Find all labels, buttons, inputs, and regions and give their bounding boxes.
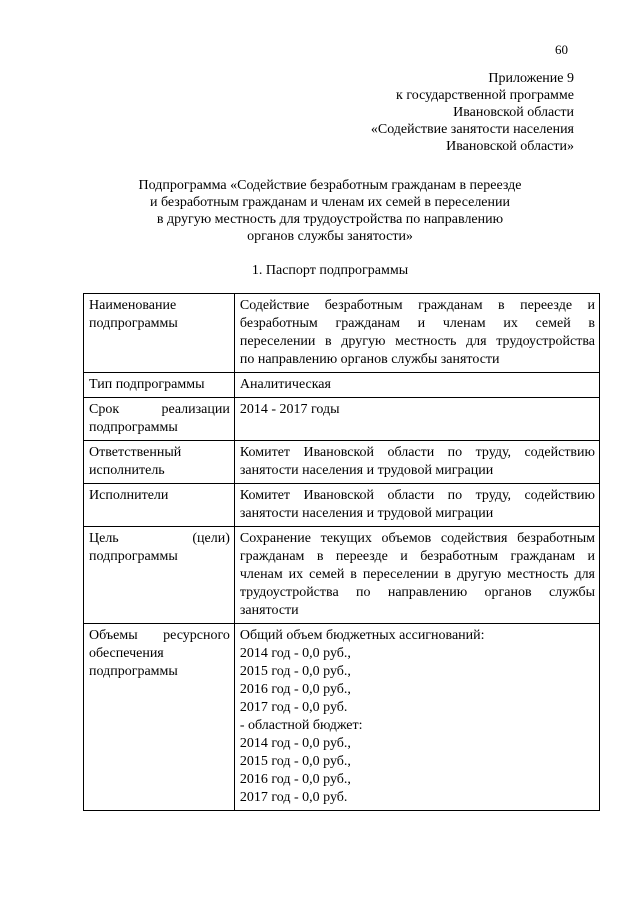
value-line: трудоустройства по направлению органов службы xyxy=(239,585,595,600)
value-line: Сохранение текущих объемов содействия безработным xyxy=(239,531,595,546)
row-label xyxy=(84,527,235,624)
row-label xyxy=(84,484,235,527)
title-line: и безработным гражданам и членам их семей в переселении xyxy=(149,195,510,210)
table-row xyxy=(84,398,600,441)
value-line: 2014 год - 0,0 руб., xyxy=(239,736,351,751)
label-line: подпрограммы xyxy=(89,549,178,564)
value-line: занятости населения и трудовой миграции xyxy=(239,506,494,521)
label-line: Наименование xyxy=(89,298,177,313)
label-line: подпрограммы xyxy=(89,420,178,435)
value-line: Комитет Ивановской области по труду, содействию xyxy=(239,488,595,503)
title-line: органов службы занятости» xyxy=(247,229,413,244)
appendix-line: Ивановской области xyxy=(453,105,574,120)
label-line: обеспечения xyxy=(89,646,164,661)
section-heading: 1. Паспорт подпрограммы xyxy=(251,263,409,278)
label-line: Ответственный xyxy=(89,445,182,460)
label-line: Исполнители xyxy=(89,488,169,503)
value-line: занятости населения и трудовой миграции xyxy=(239,463,494,478)
value-line: 2016 год - 0,0 руб., xyxy=(239,772,351,787)
value-line: Комитет Ивановской области по труду, содействию xyxy=(239,445,595,460)
title-line: в другую местность для трудоустройства по направлению xyxy=(156,212,504,227)
value-line: Аналитическая xyxy=(239,377,331,392)
subprogram-title xyxy=(80,177,580,245)
value-line: членам их семей в переселении в другую местность для xyxy=(239,567,595,582)
table-row xyxy=(84,527,600,624)
appendix-line: к государственной программе xyxy=(396,88,574,103)
row-label xyxy=(84,294,235,373)
value-line: - областной бюджет: xyxy=(239,718,363,733)
table-row xyxy=(84,624,600,811)
value-line: 2017 год - 0,0 руб. xyxy=(239,700,348,715)
value-line: гражданам в переезде и безработным гражданам и xyxy=(239,549,595,564)
row-value xyxy=(234,373,599,398)
row-value xyxy=(234,624,599,811)
row-value xyxy=(234,441,599,484)
label-line: исполнитель xyxy=(89,463,165,478)
passport-table xyxy=(83,293,600,811)
table-row xyxy=(84,484,600,527)
row-label xyxy=(84,373,235,398)
value-line: Общий объем бюджетных ассигнований: xyxy=(239,628,485,643)
value-line: 2014 год - 0,0 руб., xyxy=(239,646,351,661)
row-value xyxy=(234,294,599,373)
value-line: 2015 год - 0,0 руб., xyxy=(239,664,351,679)
page-number: 60 xyxy=(555,42,568,57)
label-line: Цель (цели) xyxy=(89,531,230,546)
value-line: безработным гражданам и членам их семей в xyxy=(239,316,595,331)
value-line: переселении в другую местность для трудоустройства xyxy=(239,334,595,349)
value-line: по направлению органов службы занятости xyxy=(239,352,500,367)
appendix-line: «Содействие занятости населения xyxy=(370,122,574,137)
row-label xyxy=(84,624,235,811)
value-line: 2016 год - 0,0 руб., xyxy=(239,682,351,697)
label-line: Объемы ресурсного xyxy=(89,628,230,643)
row-value xyxy=(234,527,599,624)
appendix-line: Приложение 9 xyxy=(488,71,574,86)
label-line: подпрограммы xyxy=(89,316,178,331)
row-label xyxy=(84,398,235,441)
value-line: занятости xyxy=(239,603,299,618)
appendix-line: Ивановской области» xyxy=(446,139,574,154)
table-row xyxy=(84,441,600,484)
label-line: подпрограммы xyxy=(89,664,178,679)
title-line: Подпрограмма «Содействие безработным гражданам в переезде xyxy=(138,178,522,193)
row-value xyxy=(234,484,599,527)
row-label xyxy=(84,441,235,484)
label-line: Тип подпрограммы xyxy=(89,377,205,392)
value-line: 2017 год - 0,0 руб. xyxy=(239,790,348,805)
value-line: 2014 - 2017 годы xyxy=(239,402,340,417)
value-line: 2015 год - 0,0 руб., xyxy=(239,754,351,769)
label-line: Срок реализации xyxy=(89,402,230,417)
table-row xyxy=(84,294,600,373)
table-row xyxy=(84,373,600,398)
appendix-header xyxy=(300,70,574,155)
row-value xyxy=(234,398,599,441)
value-line: Содействие безработным гражданам в переезде и xyxy=(239,298,595,313)
